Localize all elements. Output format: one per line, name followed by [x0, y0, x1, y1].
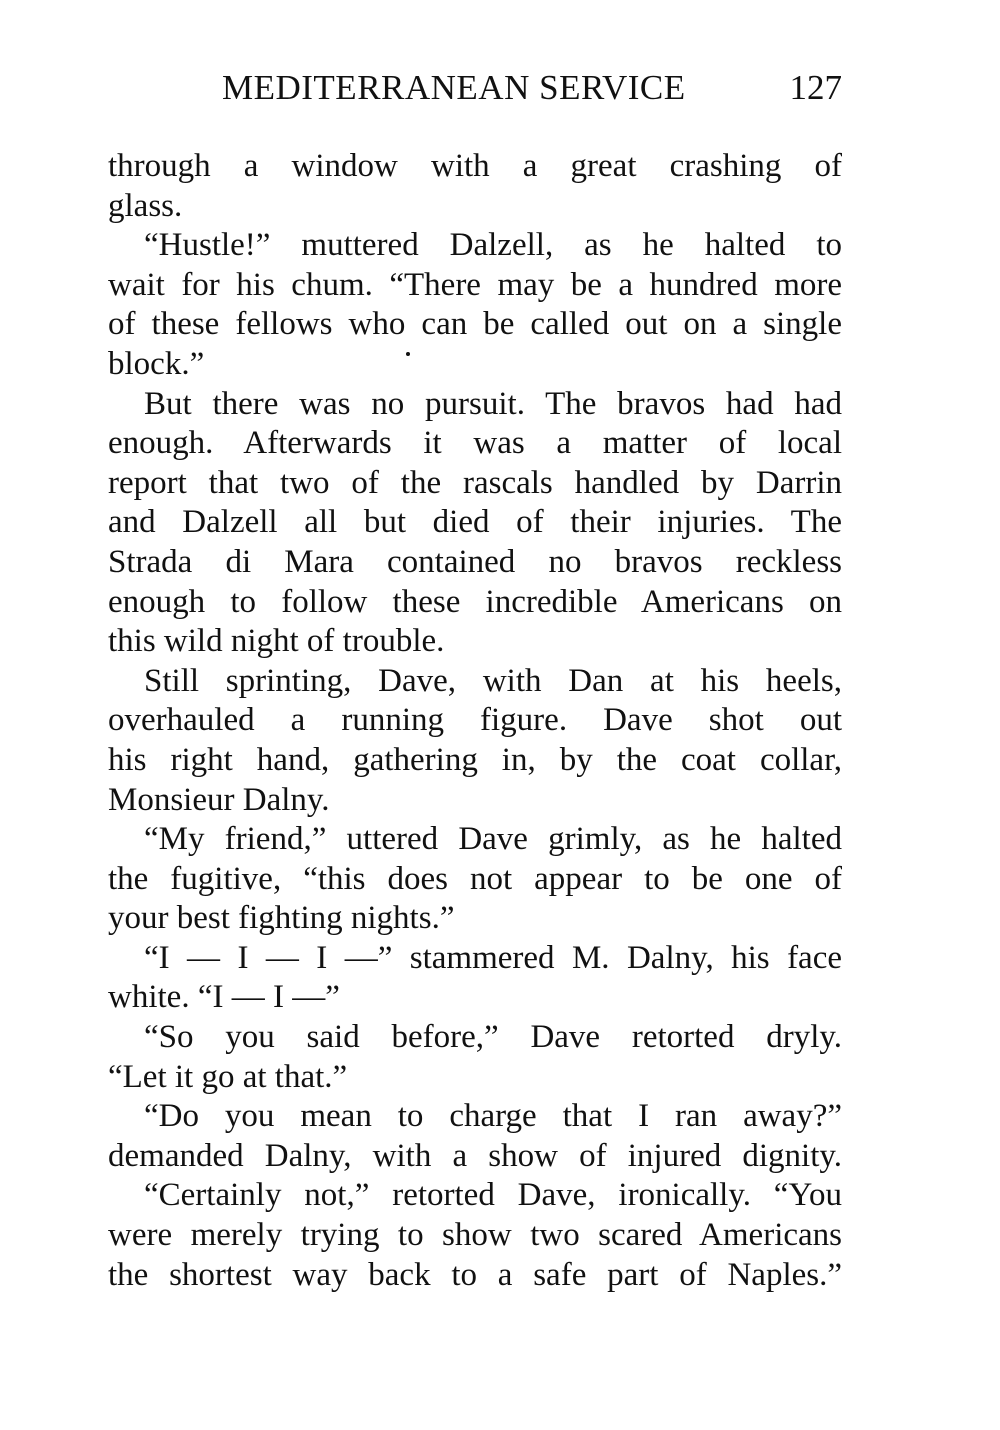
text-line: Still sprinting, Dave, with Dan at his heels,: [144, 662, 842, 699]
text-line: his right hand, gathering in, by the coat collar,: [108, 741, 842, 778]
text-line: “Certainly not,” retorted Dave, ironically. “You: [144, 1177, 842, 1214]
text-line: the fugitive, “this does not appear to be one of: [108, 860, 842, 897]
text-line: wait for his chum. “There may be a hundred more: [108, 266, 842, 303]
text-line: glass.: [108, 187, 183, 224]
text-line: But there was no pursuit. The bravos had had: [144, 385, 842, 422]
text-line: and Dalzell all but died of their injuries. The: [108, 504, 842, 541]
text-line: “I — I — I —” stammered M. Dalny, his face: [144, 939, 842, 976]
page-number: 127: [789, 68, 842, 107]
text-line: of these fellows who can be called out on a single: [108, 306, 842, 343]
text-line: this wild night of trouble.: [108, 623, 445, 660]
text-line: “Hustle!” muttered Dalzell, as he halted to: [144, 227, 842, 264]
body-text: [108, 147, 842, 1295]
text-line: the shortest way back to a safe part of Naples.”: [108, 1256, 842, 1293]
ink-speck: [406, 352, 410, 356]
text-line: “So you said before,” Dave retorted dryly.: [144, 1019, 842, 1056]
text-line: enough to follow these incredible Americans on: [108, 583, 842, 620]
text-line: your best fighting nights.”: [108, 900, 455, 937]
running-head: [108, 66, 842, 110]
text-line: white. “I — I —”: [108, 979, 340, 1016]
text-line: “My friend,” uttered Dave grimly, as he halted: [144, 821, 842, 858]
text-line: were merely trying to show two scared Americans: [108, 1217, 842, 1254]
text-line: “Let it go at that.”: [108, 1058, 348, 1095]
text-line: report that two of the rascals handled by Darrin: [108, 464, 842, 501]
text-line: overhauled a running figure. Dave shot out: [108, 702, 842, 739]
text-line: demanded Dalny, with a show of injured dignity.: [108, 1137, 842, 1174]
text-line: Monsieur Dalny.: [108, 781, 330, 818]
text-line: enough. Afterwards it was a matter of local: [108, 425, 842, 462]
text-line: “Do you mean to charge that I ran away?”: [144, 1098, 842, 1135]
text-line: Strada di Mara contained no bravos reckless: [108, 543, 842, 580]
running-title: MEDITERRANEAN SERVICE: [222, 68, 686, 107]
text-line: block.”: [108, 345, 205, 382]
text-line: through a window with a great crashing of: [108, 148, 842, 184]
